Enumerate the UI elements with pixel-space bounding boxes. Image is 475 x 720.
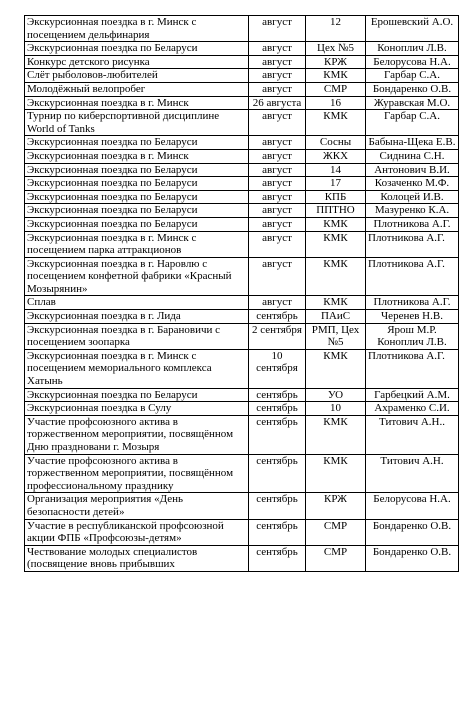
responsible-cell: Ярош М.Р. Коноплич Л.В.: [366, 323, 459, 349]
event-cell: Молодёжный велопробег: [25, 82, 249, 96]
event-cell: Экскурсионная поездка в г. Барановичи с посещением зоопарка: [25, 323, 249, 349]
responsible-cell: Титович А.Н..: [366, 415, 459, 454]
month-cell: сентябрь: [249, 493, 306, 519]
organization-cell: СМР: [306, 82, 366, 96]
table-row: [25, 82, 459, 96]
month-cell: август: [249, 257, 306, 296]
month-cell: сентябрь: [249, 415, 306, 454]
organization-cell: КМК: [306, 296, 366, 310]
responsible-cell: Мазуренко К.А.: [366, 204, 459, 218]
event-cell: Участие профсоюзного актива в торжественном мероприятии, посвящённом Дню праздновани г. Мозыря: [25, 415, 249, 454]
month-cell: сентябрь: [249, 519, 306, 545]
month-cell: август: [249, 136, 306, 150]
responsible-cell: Колоцей И.В.: [366, 190, 459, 204]
organization-cell: 10: [306, 402, 366, 416]
event-cell: Экскурсионная поездка по Беларуси: [25, 204, 249, 218]
responsible-cell: Антонович В.И.: [366, 163, 459, 177]
table-row: [25, 69, 459, 83]
event-cell: Экскурсионная поездка по Беларуси: [25, 217, 249, 231]
table-row: [25, 545, 459, 571]
responsible-cell: Бондаренко О.В.: [366, 519, 459, 545]
month-cell: август: [249, 149, 306, 163]
table-row: [25, 349, 459, 388]
month-cell: 2 сентября: [249, 323, 306, 349]
event-cell: Экскурсионная поездка в г. Минск: [25, 149, 249, 163]
responsible-cell: Плотникова А.Г.: [366, 296, 459, 310]
month-cell: август: [249, 177, 306, 191]
event-cell: Экскурсионная поездка в г. Минск: [25, 96, 249, 110]
responsible-cell: Бабына-Щека Е.В.: [366, 136, 459, 150]
table-row: [25, 493, 459, 519]
responsible-cell: Плотникова А.Г.: [366, 257, 459, 296]
organization-cell: КМК: [306, 257, 366, 296]
organization-cell: КМК: [306, 110, 366, 136]
table-row: [25, 519, 459, 545]
organization-cell: 12: [306, 16, 366, 42]
month-cell: август: [249, 82, 306, 96]
month-cell: сентябрь: [249, 402, 306, 416]
organization-cell: КПБ: [306, 190, 366, 204]
organization-cell: УО: [306, 388, 366, 402]
event-cell: Экскурсионная поездка в Сулу: [25, 402, 249, 416]
table-row: [25, 296, 459, 310]
table-row: [25, 231, 459, 257]
organization-cell: КМК: [306, 231, 366, 257]
table-row: [25, 217, 459, 231]
month-cell: август: [249, 163, 306, 177]
table-row: [25, 110, 459, 136]
event-cell: Конкурс детского рисунка: [25, 55, 249, 69]
event-cell: Участие профсоюзного актива в торжественном мероприятии, посвящённом профессиональному празднику: [25, 454, 249, 493]
month-cell: август: [249, 69, 306, 83]
event-cell: Экскурсионная поездка в г. Лида: [25, 310, 249, 324]
organization-cell: ПАиС: [306, 310, 366, 324]
event-cell: Экскурсионная поездка по Беларуси: [25, 190, 249, 204]
table-row: [25, 204, 459, 218]
table-row: [25, 136, 459, 150]
responsible-cell: Бондаренко О.В.: [366, 545, 459, 571]
month-cell: 10 сентября: [249, 349, 306, 388]
event-cell: Экскурсионная поездка в г. Минск с посещением мемориального комплекса Хатынь: [25, 349, 249, 388]
month-cell: август: [249, 204, 306, 218]
organization-cell: КРЖ: [306, 55, 366, 69]
table-row: [25, 454, 459, 493]
event-cell: Экскурсионная поездка по Беларуси: [25, 136, 249, 150]
table-row: [25, 388, 459, 402]
responsible-cell: Белорусова Н.А.: [366, 493, 459, 519]
event-cell: Чествование молодых специалистов (посвящение вновь прибывших: [25, 545, 249, 571]
organization-cell: Цех №5: [306, 42, 366, 56]
organization-cell: КМК: [306, 349, 366, 388]
event-cell: Экскурсионная поездка по Беларуси: [25, 163, 249, 177]
responsible-cell: Гарбар С.А.: [366, 110, 459, 136]
month-cell: август: [249, 190, 306, 204]
organization-cell: КМК: [306, 69, 366, 83]
event-cell: Экскурсионная поездка по Беларуси: [25, 388, 249, 402]
event-cell: Экскурсионная поездка в г. Наровлю с посещением конфетной фабрики «Красный Мозырянин»: [25, 257, 249, 296]
organization-cell: Сосны: [306, 136, 366, 150]
month-cell: август: [249, 42, 306, 56]
table-row: [25, 402, 459, 416]
document-page: [24, 15, 458, 572]
month-cell: август: [249, 231, 306, 257]
event-cell: Экскурсионная поездка в г. Минск с посещением парка аттракционов: [25, 231, 249, 257]
organization-cell: ППТНО: [306, 204, 366, 218]
organization-cell: ЖКХ: [306, 149, 366, 163]
month-cell: август: [249, 16, 306, 42]
month-cell: август: [249, 110, 306, 136]
table-row: [25, 310, 459, 324]
table-row: [25, 323, 459, 349]
month-cell: сентябрь: [249, 545, 306, 571]
responsible-cell: Гарбар С.А.: [366, 69, 459, 83]
responsible-cell: Бондаренко О.В.: [366, 82, 459, 96]
organization-cell: КРЖ: [306, 493, 366, 519]
responsible-cell: Козаченко М.Ф.: [366, 177, 459, 191]
month-cell: сентябрь: [249, 310, 306, 324]
organization-cell: 16: [306, 96, 366, 110]
responsible-cell: Ерошевский А.О.: [366, 16, 459, 42]
table-row: [25, 149, 459, 163]
event-cell: Участие в республиканской профсоюзной акции ФПБ «Профсоюзы-детям»: [25, 519, 249, 545]
month-cell: август: [249, 55, 306, 69]
table-row: [25, 177, 459, 191]
event-cell: Экскурсионная поездка по Беларуси: [25, 177, 249, 191]
event-cell: Сплав: [25, 296, 249, 310]
organization-cell: СМР: [306, 545, 366, 571]
responsible-cell: Белорусова Н.А.: [366, 55, 459, 69]
responsible-cell: Титович А.Н.: [366, 454, 459, 493]
table-row: [25, 415, 459, 454]
month-cell: август: [249, 296, 306, 310]
table-row: [25, 190, 459, 204]
responsible-cell: Коноплич Л.В.: [366, 42, 459, 56]
organization-cell: КМК: [306, 454, 366, 493]
table-row: [25, 163, 459, 177]
event-cell: Экскурсионная поездка по Беларуси: [25, 42, 249, 56]
event-cell: Турнир по киберспортивной дисциплине World of Tanks: [25, 110, 249, 136]
event-cell: Организация мероприятия «День безопасности детей»: [25, 493, 249, 519]
table-row: [25, 16, 459, 42]
month-cell: август: [249, 217, 306, 231]
table-row: [25, 42, 459, 56]
organization-cell: 17: [306, 177, 366, 191]
organization-cell: КМК: [306, 217, 366, 231]
responsible-cell: Сиднина С.Н.: [366, 149, 459, 163]
organization-cell: КМК: [306, 415, 366, 454]
responsible-cell: Гарбецкий А.М.: [366, 388, 459, 402]
events-table-body: [25, 16, 459, 572]
month-cell: сентябрь: [249, 454, 306, 493]
responsible-cell: Плотникова А.Г.: [366, 349, 459, 388]
organization-cell: РМП, Цех №5: [306, 323, 366, 349]
events-table: [24, 15, 459, 572]
event-cell: Слёт рыболовов-любителей: [25, 69, 249, 83]
month-cell: сентябрь: [249, 388, 306, 402]
responsible-cell: Черенев Н.В.: [366, 310, 459, 324]
table-row: [25, 55, 459, 69]
responsible-cell: Ахраменко С.И.: [366, 402, 459, 416]
month-cell: 26 августа: [249, 96, 306, 110]
organization-cell: СМР: [306, 519, 366, 545]
responsible-cell: Плотникова А.Г.: [366, 217, 459, 231]
organization-cell: 14: [306, 163, 366, 177]
table-row: [25, 257, 459, 296]
responsible-cell: Плотникова А.Г.: [366, 231, 459, 257]
event-cell: Экскурсионная поездка в г. Минск с посещением дельфинария: [25, 16, 249, 42]
responsible-cell: Журавская М.О.: [366, 96, 459, 110]
table-row: [25, 96, 459, 110]
